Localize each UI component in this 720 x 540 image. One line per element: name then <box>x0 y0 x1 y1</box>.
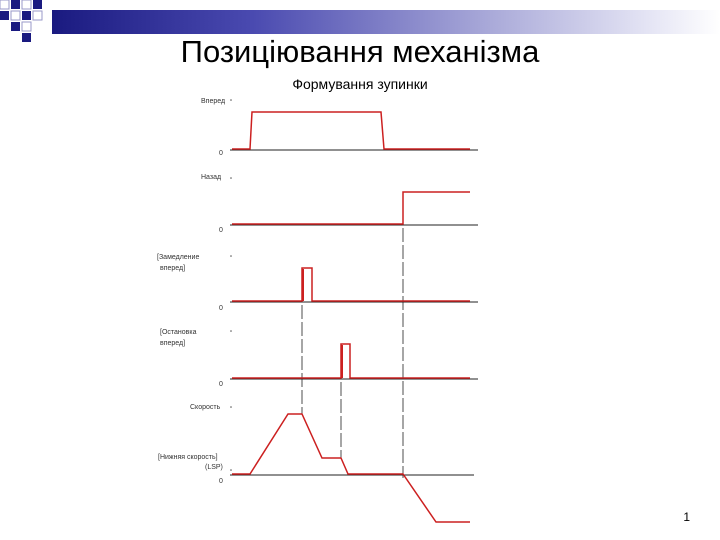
zero-reverse: 0 <box>219 227 223 234</box>
label-speed: Скорость <box>190 404 221 411</box>
page-number: 1 <box>683 510 690 524</box>
forward-waveform <box>232 112 470 149</box>
label-slowdown-forward-2: вперед] <box>160 265 186 272</box>
reverse-waveform <box>232 192 470 224</box>
label-stop-forward-2: вперед] <box>160 340 186 347</box>
slowdown-forward-waveform <box>232 268 470 301</box>
page-subtitle: Формування зупинки <box>292 76 428 92</box>
label-stop-forward-1: [Остановка <box>160 329 197 336</box>
label-low-speed-1: [Нижняя скорость] <box>158 454 218 461</box>
zero-forward: 0 <box>219 150 223 157</box>
speed-waveform <box>232 414 470 522</box>
label-forward: Вперед <box>201 98 226 105</box>
zero-speed: 0 <box>219 478 223 485</box>
label-low-speed-2: (LSP) <box>205 464 223 471</box>
zero-stop-forward: 0 <box>219 381 223 388</box>
signal-waveforms <box>232 112 470 522</box>
stop-forward-waveform <box>232 344 470 378</box>
sync-lines <box>302 228 403 478</box>
baselines <box>230 150 478 475</box>
label-slowdown-forward-1: [Замедление <box>157 254 200 261</box>
track-ticks <box>230 99 232 471</box>
signal-pulse-thick <box>303 269 342 378</box>
label-reverse: Назад <box>201 174 222 181</box>
zero-slowdown-forward: 0 <box>219 305 223 312</box>
page-title: Позиціювання механізма <box>180 34 540 69</box>
